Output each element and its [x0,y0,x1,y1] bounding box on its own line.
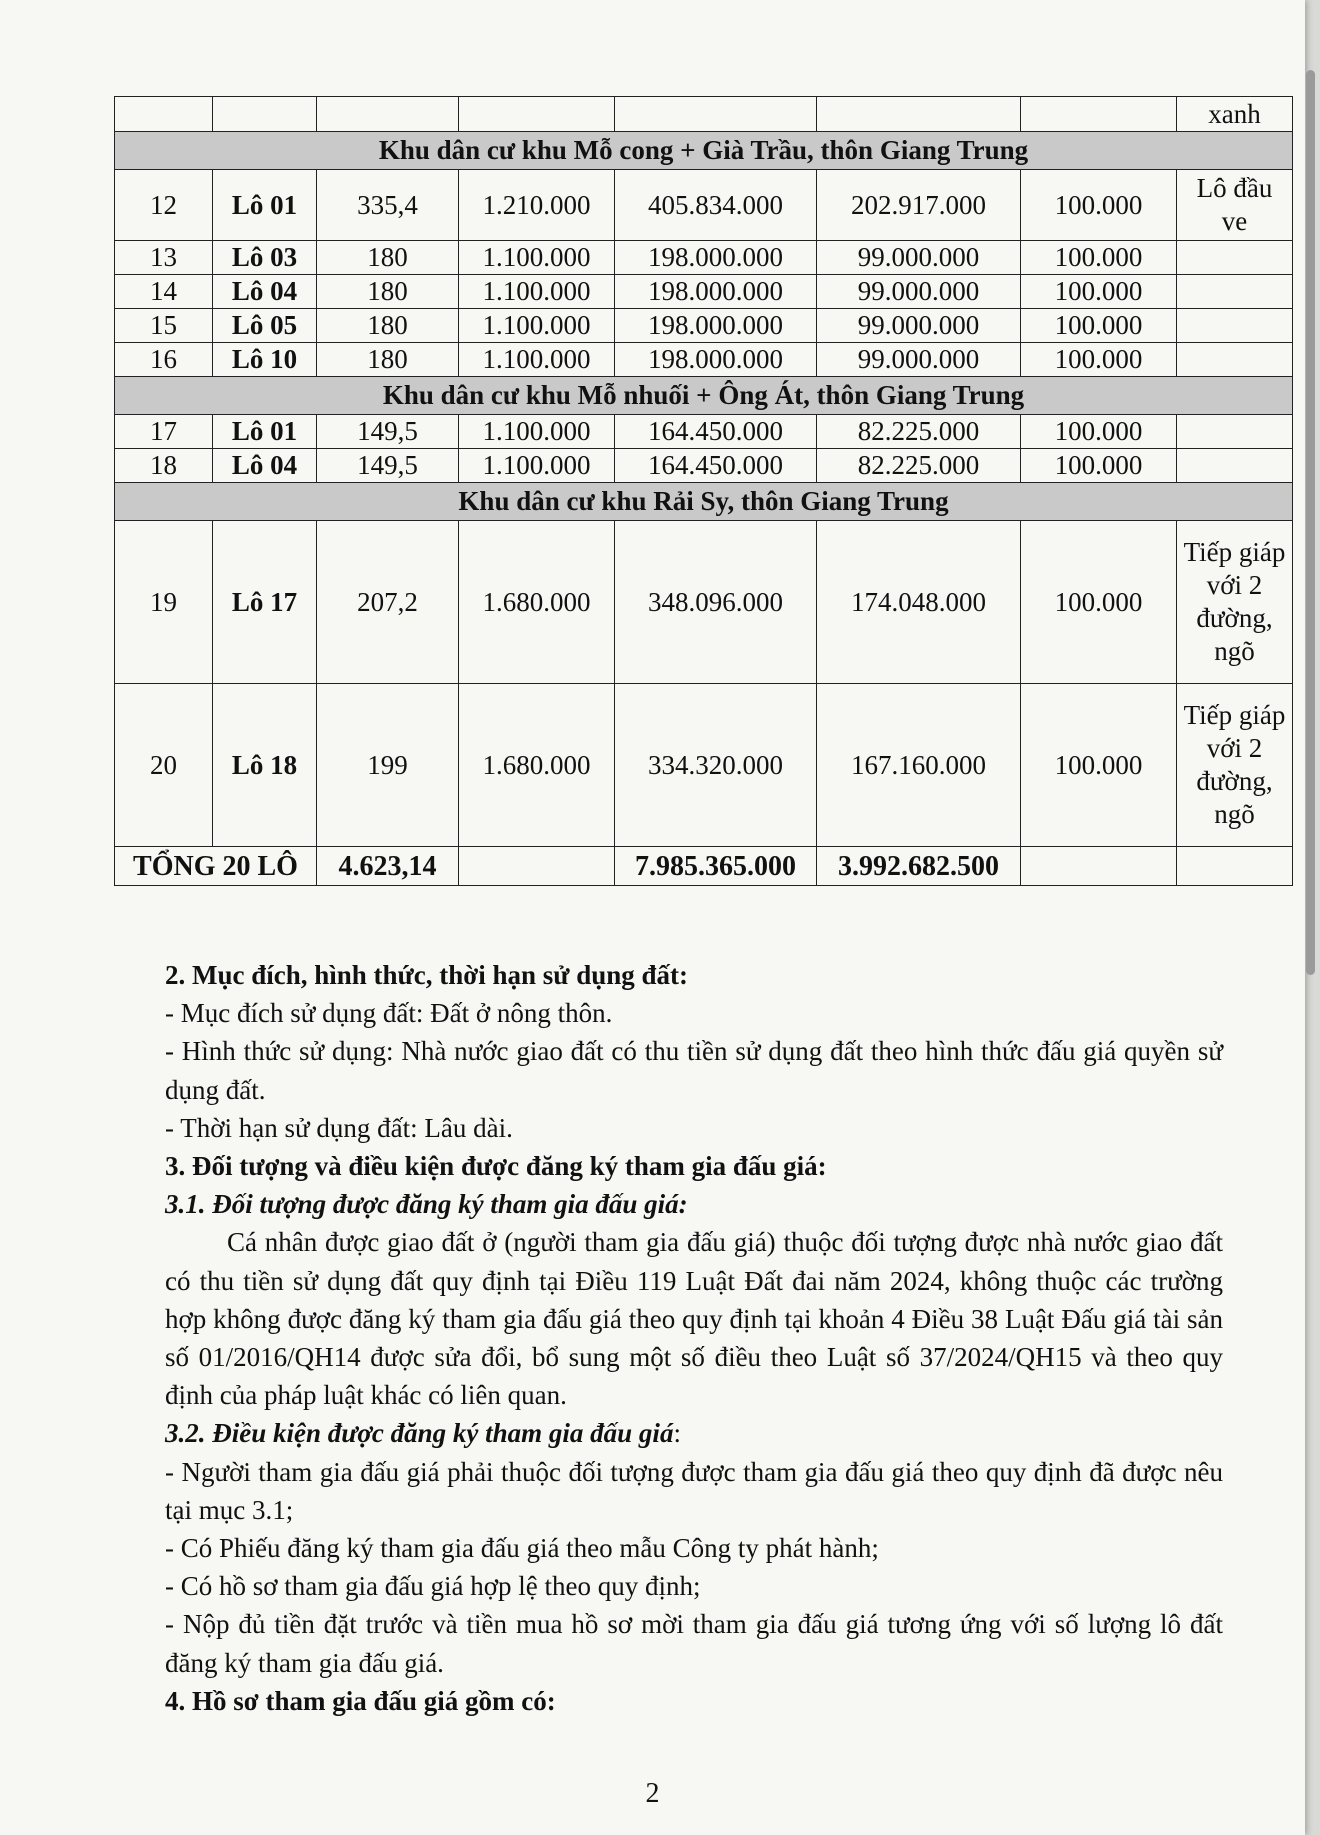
table-row [115,241,1293,275]
lot-cell: Lô 04 [213,275,317,309]
area-cell: 207,2 [317,521,459,684]
unit-price-cell: 1.100.000 [459,415,615,449]
section-header-row [115,483,1293,521]
note-cell [1177,309,1293,343]
fee-cell: 100.000 [1021,684,1177,847]
stt-cell: 14 [115,275,213,309]
stt-cell: 15 [115,309,213,343]
start-price-cell: 334.320.000 [615,684,817,847]
stt-cell: 18 [115,449,213,483]
stt-cell: 17 [115,415,213,449]
section-3-2-heading-line [165,1414,1223,1452]
fee-cell: 100.000 [1021,309,1177,343]
table-row [115,343,1293,377]
lot-cell: Lô 01 [213,415,317,449]
stt-cell: 12 [115,170,213,241]
table-row [115,170,1293,241]
section-header-row [115,132,1293,170]
lot-cell: Lô 10 [213,343,317,377]
start-price-cell: 405.834.000 [615,170,817,241]
table-row [115,275,1293,309]
lot-cell: Lô 01 [213,170,317,241]
deposit-cell: 82.225.000 [817,449,1021,483]
fee-cell: 100.000 [1021,343,1177,377]
unit-price-cell: 1.100.000 [459,309,615,343]
table-row [115,449,1293,483]
area-cell: 199 [317,684,459,847]
total-row [115,847,1293,886]
fee-cell: 100.000 [1021,415,1177,449]
section-header-row [115,377,1293,415]
condition-item: - Có Phiếu đăng ký tham gia đấu giá theo mẫu Công ty phát hành; [165,1533,879,1564]
deposit-cell: 167.160.000 [817,684,1021,847]
start-price-cell: 198.000.000 [615,343,817,377]
table-row [115,521,1293,684]
stt-cell: 20 [115,684,213,847]
note-cell: xanh [1177,97,1293,132]
start-price-cell: 164.450.000 [615,449,817,483]
section-3-2-colon: : [673,1418,681,1449]
area-cell: 180 [317,309,459,343]
condition-item: - Có hồ sơ tham gia đấu giá hợp lệ theo quy định; [165,1571,701,1602]
deposit-cell: 82.225.000 [817,415,1021,449]
note-cell: Tiếp giáp với 2 đường, ngõ [1177,521,1293,684]
total-deposit: 3.992.682.500 [817,847,1021,886]
document-body [165,956,1223,1720]
section-3-1-heading: 3.1. Đối tượng được đăng ký tham gia đấu giá: [165,1189,688,1220]
section-2-heading: 2. Mục đích, hình thức, thời hạn sử dụng đất: [165,960,688,990]
deposit-cell: 99.000.000 [817,241,1021,275]
fee-cell: 100.000 [1021,275,1177,309]
start-price-cell: 164.450.000 [615,415,817,449]
area-cell: 149,5 [317,449,459,483]
deposit-cell: 174.048.000 [817,521,1021,684]
fee-cell: 100.000 [1021,241,1177,275]
page-number: 2 [645,1778,660,1809]
unit-price-cell: 1.680.000 [459,684,615,847]
section-3-1-body: Cá nhân được giao đất ở (người tham gia đấu giá) thuộc đối tượng được nhà nước giao đất có thu tiền sử dụng đất quy định tại Điều 119 Luật Đất đai năm 2024, không thuộc các trường hợp không được đăng ký tham gia đấu giá theo quy định tại khoản 4 Điều 38 Luật Đấu giá tài sản số 01/2016/QH14 được sửa đổi, bổ sung một số điều theo Luật số 37/2024/QH15 và theo quy định của pháp luật khác có liên quan. [165,1227,1223,1411]
section-title: Khu dân cư khu Mỗ cong + Già Trầu, thôn Giang Trung [115,132,1293,170]
area-cell: 180 [317,275,459,309]
note-cell [1177,343,1293,377]
table-row [115,309,1293,343]
deposit-cell: 99.000.000 [817,275,1021,309]
unit-price-cell: 1.680.000 [459,521,615,684]
section-3-2-heading: 3.2. Điều kiện được đăng ký tham gia đấu giá [165,1418,674,1449]
note-cell [1177,275,1293,309]
fee-cell: 100.000 [1021,521,1177,684]
land-lots-table [114,96,1293,886]
stt-cell: 19 [115,521,213,684]
deposit-cell: 202.917.000 [817,170,1021,241]
note-cell [1177,241,1293,275]
land-use-term: - Thời hạn sử dụng đất: Lâu dài. [165,1112,513,1143]
total-label: TỔNG 20 LÔ [115,847,317,886]
note-cell [1177,415,1293,449]
note-cell [1177,449,1293,483]
unit-price-cell: 1.100.000 [459,275,615,309]
condition-item: - Nộp đủ tiền đặt trước và tiền mua hồ sơ mời tham gia đấu giá tương ứng với số lượng lô đất đăng ký tham gia đấu giá. [165,1609,1223,1678]
lot-cell: Lô 18 [213,684,317,847]
unit-price-cell: 1.210.000 [459,170,615,241]
unit-price-cell: 1.100.000 [459,241,615,275]
start-price-cell: 198.000.000 [615,309,817,343]
stt-cell: 16 [115,343,213,377]
table-row [115,684,1293,847]
condition-item: - Người tham gia đấu giá phải thuộc đối tượng được tham gia đấu giá theo quy định đã được nêu tại mục 3.1; [165,1456,1223,1525]
note-cell: Tiếp giáp với 2 đường, ngõ [1177,684,1293,847]
start-price-cell: 198.000.000 [615,241,817,275]
section-4-heading: 4. Hồ sơ tham gia đấu giá gồm có: [165,1685,556,1716]
area-cell: 180 [317,241,459,275]
total-area: 4.623,14 [317,847,459,886]
table-row [115,97,1293,132]
unit-price-cell: 1.100.000 [459,343,615,377]
section-title: Khu dân cư khu Mỗ nhuối + Ông Át, thôn Giang Trung [115,377,1293,415]
area-cell: 149,5 [317,415,459,449]
lot-cell: Lô 05 [213,309,317,343]
lot-cell: Lô 03 [213,241,317,275]
vertical-scrollbar[interactable] [1306,70,1315,975]
section-3-heading: 3. Đối tượng và điều kiện được đăng ký tham gia đấu giá: [165,1151,827,1182]
land-use-form: - Hình thức sử dụng: Nhà nước giao đất có thu tiền sử dụng đất theo hình thức đấu giá quyền sử dụng đất. [165,1036,1223,1105]
note-cell: Lô đầu ve [1177,170,1293,241]
area-cell: 180 [317,343,459,377]
unit-price-cell: 1.100.000 [459,449,615,483]
lot-cell: Lô 04 [213,449,317,483]
land-use-purpose: - Mục đích sử dụng đất: Đất ở nông thôn. [165,998,613,1029]
deposit-cell: 99.000.000 [817,343,1021,377]
fee-cell: 100.000 [1021,449,1177,483]
table-row [115,415,1293,449]
total-start-price: 7.985.365.000 [615,847,817,886]
lot-cell: Lô 17 [213,521,317,684]
section-title: Khu dân cư khu Rải Sy, thôn Giang Trung [115,483,1293,521]
fee-cell: 100.000 [1021,170,1177,241]
start-price-cell: 348.096.000 [615,521,817,684]
area-cell: 335,4 [317,170,459,241]
start-price-cell: 198.000.000 [615,275,817,309]
deposit-cell: 99.000.000 [817,309,1021,343]
stt-cell: 13 [115,241,213,275]
